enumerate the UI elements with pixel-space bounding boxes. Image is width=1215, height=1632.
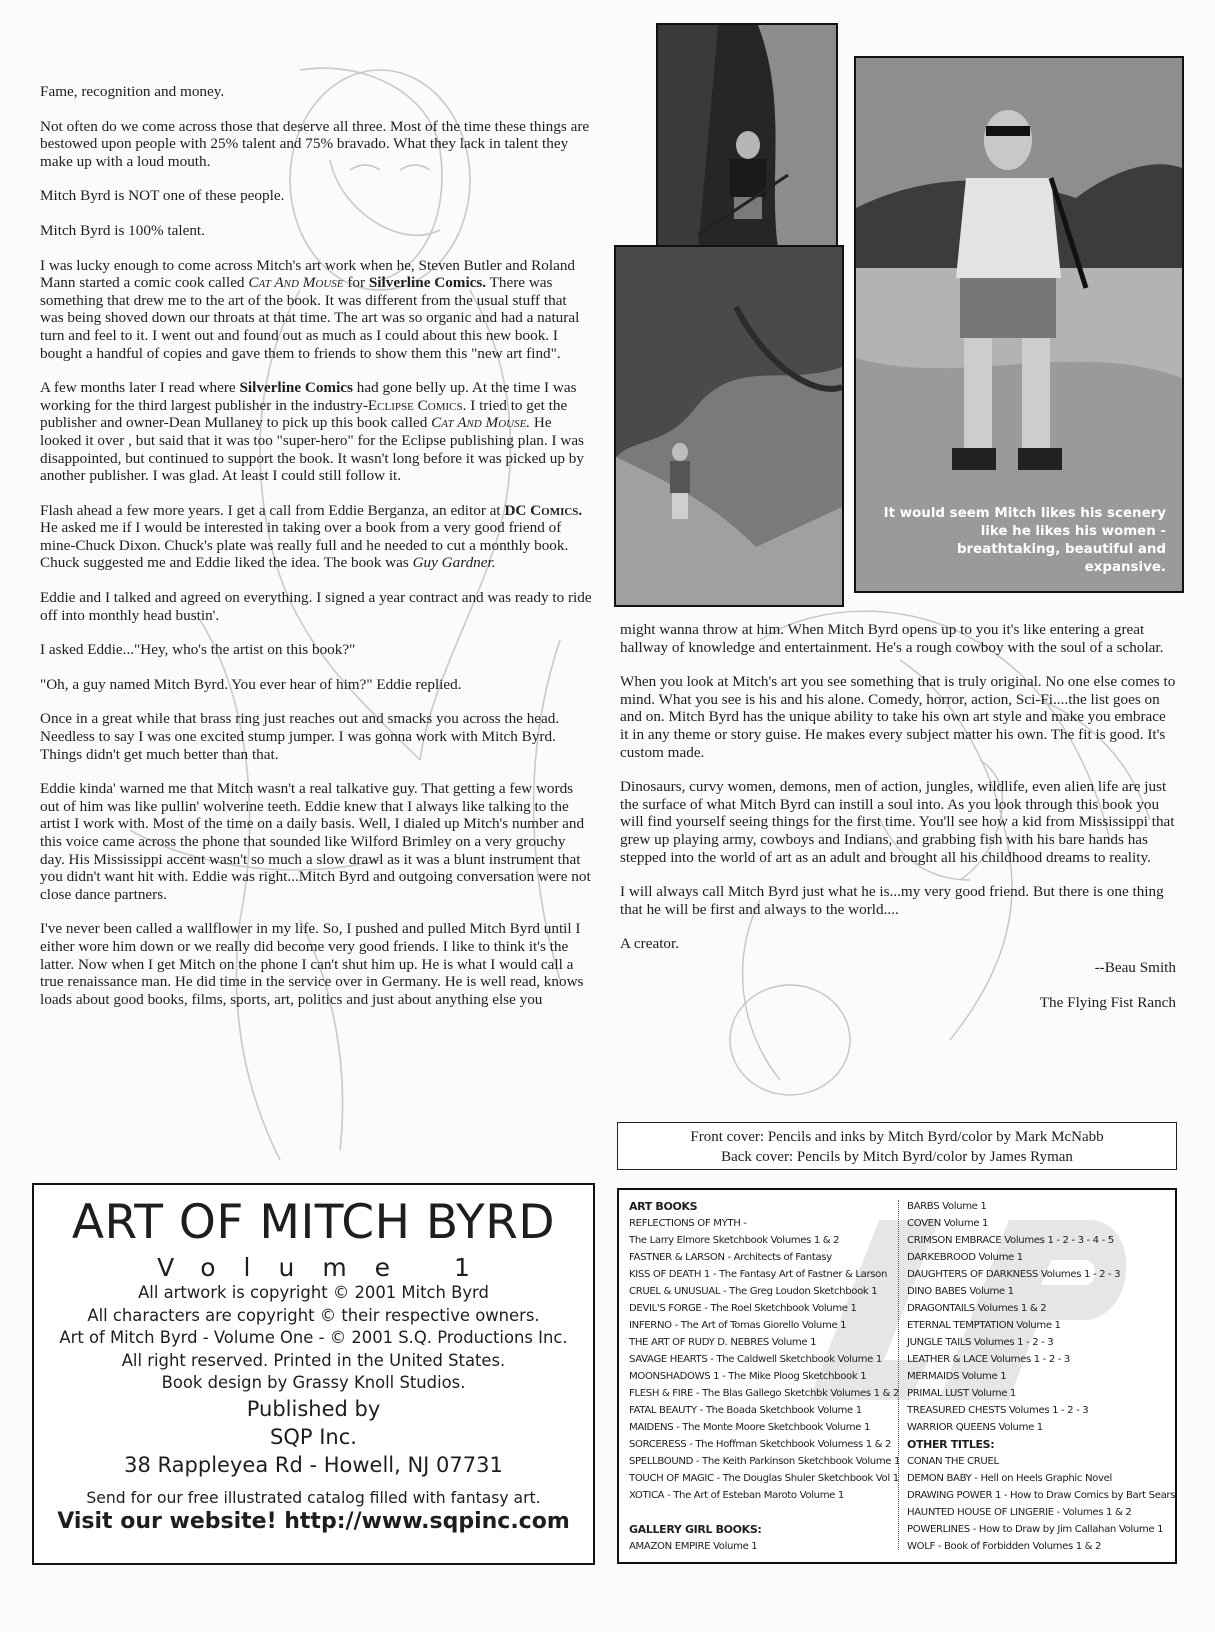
publisher-eclipse: Eclipse Comics.	[367, 396, 467, 414]
paragraph: I was lucky enough to come across Mitch's art work when he, Steven Butler and Roland Mann started a comic cook called Cat And Mouse for Silverline Comics. There was something that drew me to the art of the book. It was different from the usual stuff that was being shoved down our throats at that time. The art was so organic and had a natural turn and feel to it. I went out and found out as much as I could about this new book. I bought a handful of copies and gave them to friends to show them this "new art find".	[40, 256, 580, 362]
list-item: PRIMAL LUST Volume 1	[907, 1388, 1016, 1399]
paragraph: Eddie kinda' warned me that Mitch wasn't a real talkative guy. That getting a few words out of him was like pullin' wolverine teeth. Eddie knew that I always like talking to the artist I work with. Most of the time on a daily basis. Well, I dialed up Mitch's number and this voice came across the phone that sounded like Wilford Brimley on a very grouchy day. His Mississippi accent wasn't so much a slow drawl as it was a blunt instrument that you didn't want hit with. Eddie was right...Mitch Byrd and outgoing conversation were not close dance partners.	[40, 780, 591, 903]
publisher-dc-comics: DC Comics.	[504, 501, 583, 519]
paragraph: A creator.	[620, 935, 680, 953]
cover-credits-box	[617, 1122, 1177, 1170]
list-item: DRAWING POWER 1 - How to Draw Comics by Bart Sears	[907, 1490, 1176, 1501]
author-location: The Flying Fist Ranch	[1039, 993, 1176, 1011]
list-item: MOONSHADOWS 1 - The Mike Ploog Sketchbook 1	[629, 1371, 867, 1382]
copyright-line: All characters are copyright © their respective owners.	[87, 1305, 540, 1325]
back-cover-credit: Back cover: Pencils by Mitch Byrd/color by James Ryman	[721, 1149, 1073, 1165]
list-item: LEATHER & LACE Volumes 1 - 2 - 3	[907, 1354, 1070, 1365]
book-info-box	[32, 1183, 595, 1565]
book-title-guy-gardner: Guy Gardner.	[412, 554, 496, 572]
list-item: CRUEL & UNUSUAL - The Greg Loudon Sketchbook 1	[629, 1286, 878, 1297]
list-item: WOLF - Book of Forbidden Volumes 1 & 2	[907, 1541, 1102, 1552]
list-item: TREASURED CHESTS Volumes 1 - 2 - 3	[907, 1405, 1089, 1416]
list-item: JUNGLE TAILS Volumes 1 - 2 - 3	[907, 1337, 1054, 1348]
catalog-column-left	[629, 1198, 901, 1555]
rights-line: All right reserved. Printed in the United States.	[121, 1350, 506, 1370]
list-item: INFERNO - The Art of Tomas Giorello Volume 1	[629, 1320, 847, 1331]
paragraph: might wanna throw at him. When Mitch Byrd opens up to you it's like entering a great hallway of knowledge and entertainment. He's a rough cowboy with the soul of a scholar.	[620, 621, 1164, 656]
article-right-column	[620, 621, 1176, 1028]
article-left-column	[40, 83, 592, 1025]
list-item: DRAGONTAILS Volumes 1 & 2	[907, 1303, 1047, 1314]
list-item: AMAZON EMPIRE Volume 1	[629, 1541, 758, 1552]
paragraph: Flash ahead a few more years. I get a call from Eddie Berganza, an editor at DC Comics. He asked me if I would be interested in taking over a book from a very good friend of mine-Chuck Dixon. Chuck's plate was really full and he needed to cut a monthly book. Chuck suggested me and Eddie liked the idea. The book was Guy Gardner.	[40, 501, 583, 572]
catalog-column-right	[907, 1198, 1176, 1555]
published-by-label: Published by	[246, 1396, 381, 1421]
list-item: SAVAGE HEARTS - The Caldwell Sketchbook Volume 1	[629, 1354, 882, 1365]
list-item: FLESH & FIRE - The Blas Gallego Sketchbk Volumes 1 & 2	[629, 1388, 900, 1399]
paragraph: "Oh, a guy named Mitch Byrd. You ever hear of him?" Eddie replied.	[40, 675, 462, 693]
paragraph: Mitch Byrd is NOT one of these people.	[40, 187, 285, 205]
paragraph: I asked Eddie..."Hey, who's the artist on this book?"	[40, 641, 356, 659]
list-item: FASTNER & LARSON - Architects of Fantasy	[629, 1252, 832, 1263]
paragraph: Mitch Byrd is 100% talent.	[40, 221, 205, 239]
list-item: The Larry Elmore Sketchbook Volumes 1 & 2	[629, 1235, 840, 1246]
list-item: HAUNTED HOUSE OF LINGERIE - Volumes 1 & 2	[907, 1507, 1132, 1518]
catalog-list-box	[617, 1188, 1177, 1564]
book-title-cat-and-mouse: Cat And Mouse.	[431, 414, 531, 432]
paragraph: Dinosaurs, curvy women, demons, men of action, jungles, wildlife, even alien life are just the surface of what Mitch Byrd can instill a soul into. As you look through this book you will find yourself seeing things for the first time. You'll see how a kid from Mississippi that grew up playing army, cowboys and Indians, and grabbing fish with his bare hands has stepped into the world of art as an adult and brought all his childhood dreams to reality.	[620, 778, 1175, 866]
list-item: FATAL BEAUTY - The Boada Sketchbook Volume 1	[629, 1405, 862, 1416]
paragraph: I will always call Mitch Byrd just what he is...my very good friend. But there is one thing that he will be first and always to the world....	[620, 883, 1164, 918]
paragraph: Fame, recognition and money.	[40, 83, 225, 100]
design-credit: Book design by Grassy Knoll Studios.	[161, 1373, 466, 1392]
list-item: DEMON BABY - Hell on Heels Graphic Novel	[907, 1473, 1112, 1484]
list-item: MERMAIDS Volume 1	[907, 1371, 1007, 1382]
catalog-offer: Send for our free illustrated catalog filled with fantasy art.	[86, 1488, 541, 1507]
list-item: BARBS Volume 1	[907, 1201, 987, 1212]
list-item: SORCERESS - The Hoffman Sketchbook Volumess 1 & 2	[629, 1439, 892, 1450]
list-item: DAUGHTERS OF DARKNESS Volumes 1 - 2 - 3	[907, 1269, 1121, 1280]
section-heading: OTHER TITLES:	[907, 1438, 995, 1451]
copyright-line: Art of Mitch Byrd - Volume One - © 2001 S.Q. Productions Inc.	[59, 1328, 568, 1347]
front-cover-credit: Front cover: Pencils and inks by Mitch Byrd/color by Mark McNabb	[690, 1129, 1104, 1145]
list-item: WARRIOR QUEENS Volume 1	[907, 1422, 1043, 1433]
section-heading: GALLERY GIRL BOOKS:	[629, 1523, 762, 1536]
book-title-cat-and-mouse: Cat And Mouse	[248, 274, 344, 292]
list-item: COVEN Volume 1	[907, 1218, 989, 1229]
list-item: POWERLINES - How to Draw by Jim Callahan Volume 1	[907, 1524, 1164, 1535]
photo-mitch-cliff-bridge	[656, 23, 838, 250]
list-item: CRIMSON EMBRACE Volumes 1 - 2 - 3 - 4 - 5	[907, 1235, 1114, 1246]
book-volume: Volume 1	[157, 1253, 498, 1282]
paragraph: When you look at Mitch's art you see something that is truly original. No one else comes to mind. What you see is his and his alone. Comedy, horror, action, Sci-Fi....the list goes on and on. Mitch Byrd has the unique ability to take his own art style and make you embrace it in any theme or story guise. He makes every subject matter his own. The fit is good. It's custom made.	[620, 673, 1176, 761]
paragraph: A few months later I read where Silverline Comics had gone belly up. At the time I was working for the third largest publisher in the industry-Eclipse Comics. I tried to get the publisher and owner-Dean Mullaney to pick up this book called Cat And Mouse. He looked it over , but said that it was too "super-hero" for the Eclipse publishing plan. I was disappointed, but continued to support the book. It wasn't long before it was picked up by another publisher. I was glad. At least I could still follow it.	[40, 379, 584, 485]
list-item: DEVIL'S FORGE - The Roel Sketchbook Volume 1	[629, 1303, 857, 1314]
paragraph: Not often do we come across those that deserve all three. Most of the time these things are bestowed upon people with 25% talent and 75% bravado. What they lack in talent they make up with a loud mouth.	[40, 117, 590, 170]
paragraph: Once in a great while that brass ring just reaches out and smacks you across the head. Needless to say I was one excited stump jumper. I was gonna work with Mitch Byrd. Things didn't get much better than that.	[40, 710, 560, 763]
publisher-silverline: Silverline Comics.	[368, 274, 487, 292]
section-heading: ART BOOKS	[629, 1200, 698, 1213]
publisher-silverline: Silverline Comics	[239, 379, 353, 397]
website-link[interactable]: Visit our website! http://www.sqpinc.com	[57, 1508, 570, 1534]
paragraph: I've never been called a wallflower in my life. So, I pushed and pulled Mitch Byrd until I either wore him down or we really did become very good friends. I like to think it's the latter. Now when I get Mitch on the phone I can't shut him up. He is what I would call a true renaissance man. He did time in the service over in Germany. He is well read, knows loads about good books, films, sports, art, politics and just about anything else you	[40, 920, 584, 1008]
list-item: XOTICA - The Art of Esteban Maroto Volume 1	[629, 1490, 844, 1501]
book-title: ART OF MITCH BYRD	[71, 1195, 556, 1250]
list-item: DARKEBROOD Volume 1	[907, 1252, 1023, 1263]
list-item: ETERNAL TEMPTATION Volume 1	[907, 1320, 1061, 1331]
list-item: TOUCH OF MAGIC - The Douglas Shuler Sketchbook Vol 1	[629, 1473, 899, 1484]
list-item: MAIDENS - The Monte Moore Sketchbook Volume 1	[629, 1422, 871, 1433]
list-item: CONAN THE CRUEL	[907, 1456, 999, 1467]
list-item: THE ART OF RUDY D. NEBRES Volume 1	[629, 1337, 817, 1348]
copyright-line: All artwork is copyright © 2001 Mitch Byrd	[138, 1283, 489, 1302]
photo-caption: It would seem Mitch likes his scenery like he likes his women - breathtaking, beautiful and expansive.	[883, 506, 1166, 575]
list-item: KISS OF DEATH 1 - The Fantasy Art of Fastner & Larson	[629, 1269, 888, 1280]
list-item: DINO BABES Volume 1	[907, 1286, 1014, 1297]
publisher-name: SQP Inc.	[270, 1424, 357, 1449]
paragraph: Eddie and I talked and agreed on everything. I signed a year contract and was ready to ride off into monthly head bustin'.	[40, 589, 592, 624]
publisher-address: 38 Rappleyea Rd - Howell, NJ 07731	[124, 1452, 503, 1477]
list-item: SPELLBOUND - The Keith Parkinson Sketchbook Volume 1	[629, 1456, 901, 1467]
author-signature: --Beau Smith	[1094, 958, 1176, 976]
list-item: REFLECTIONS OF MYTH -	[629, 1218, 747, 1229]
photo-mitch-canyon-trail	[614, 245, 844, 607]
